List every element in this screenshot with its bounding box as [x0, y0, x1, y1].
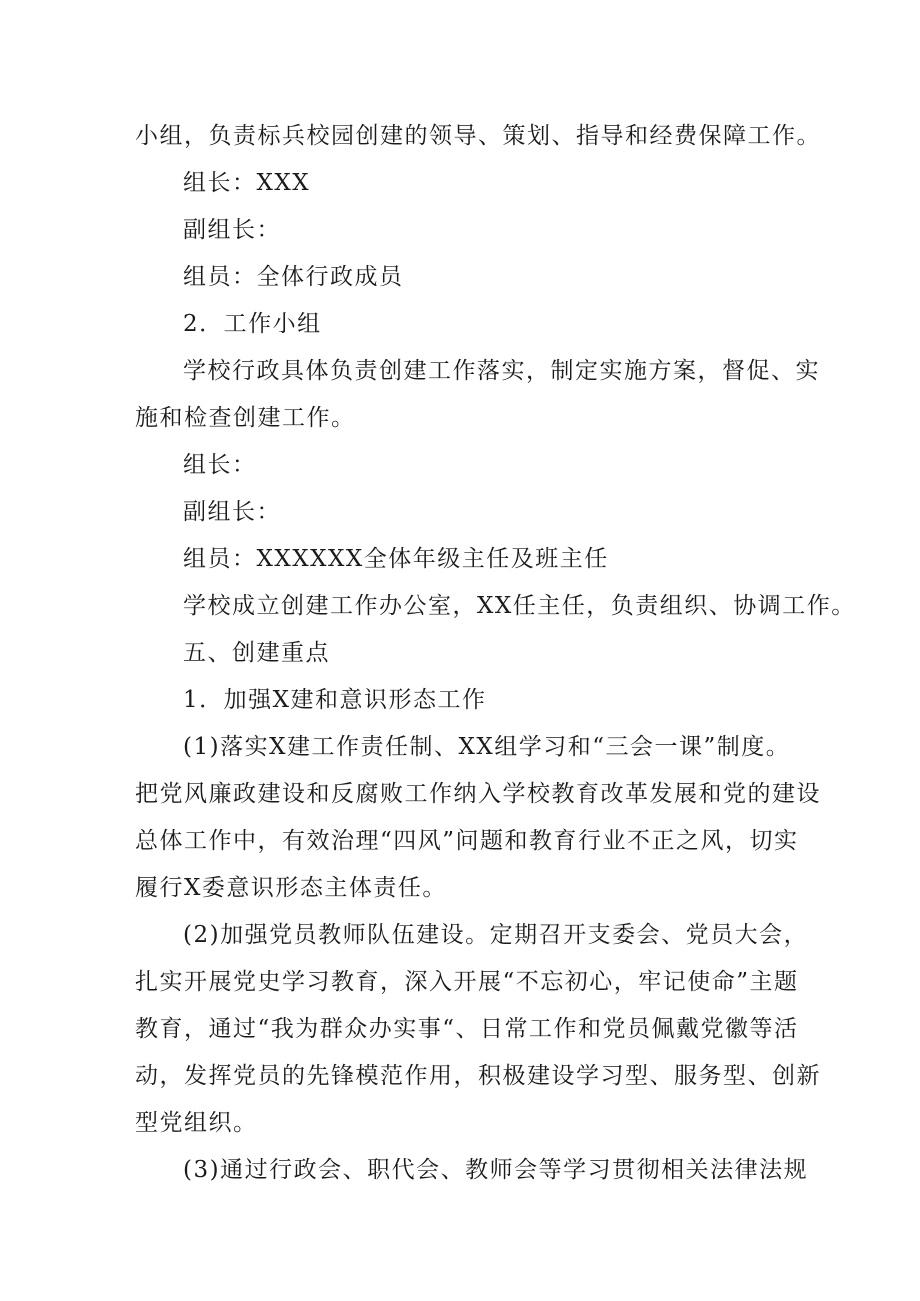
paragraph-line: 总体工作中，有效治理“四风”问题和教育行业不正之风，切实	[135, 828, 799, 854]
paragraph-line: 履行X委意识形态主体责任。	[135, 875, 447, 901]
paragraph-line: 动，发挥党员的先锋模范作用，积极建设学习型、服务型、创新	[135, 1063, 821, 1089]
paragraph-line: 教育，通过“我为群众办实事“、日常工作和党员佩戴党徽等活	[135, 1016, 799, 1042]
section-heading: 五、创建重点	[183, 640, 330, 666]
paragraph-line: 学校行政具体负责创建工作落实，制定实施方案，督促、实	[183, 358, 820, 384]
paragraph-line: 组长：	[183, 452, 257, 478]
section-heading: 2．工作小组	[183, 311, 322, 337]
paragraph-line: 施和检查创建工作。	[135, 405, 356, 431]
paragraph-line: 小组，负责标兵校园创建的领导、策划、指导和经费保障工作。	[135, 123, 821, 149]
paragraph-line: 副组长：	[183, 217, 281, 243]
paragraph-line: (3)通过行政会、职代会、教师会等学习贯彻相关法律法规	[183, 1157, 809, 1183]
paragraph-line: 组员：XXXXXX全体年级主任及班主任	[183, 546, 609, 572]
paragraph-line: 副组长：	[183, 499, 281, 525]
section-heading: 1．加强X建和意识形态工作	[183, 687, 487, 713]
paragraph-line: 型党组织。	[135, 1110, 258, 1136]
paragraph-line: 扎实开展党史学习教育，深入开展“不忘初心，牢记使命”主题	[135, 969, 799, 995]
paragraph-line: 把党风廉政建设和反腐败工作纳入学校教育改革发展和党的建设	[135, 781, 821, 807]
paragraph-line: (2)加强党员教师队伍建设。定期召开支委会、党员大会，	[183, 922, 809, 948]
paragraph-line: 学校成立创建工作办公室，XX任主任，负责组织、协调工作。	[183, 593, 856, 619]
paragraph-line: 组长：XXX	[183, 170, 311, 196]
paragraph-line: (1)落实X建工作责任制、XX组学习和“三会一课”制度。	[183, 734, 791, 760]
paragraph-line: 组员：全体行政成员	[183, 264, 404, 290]
